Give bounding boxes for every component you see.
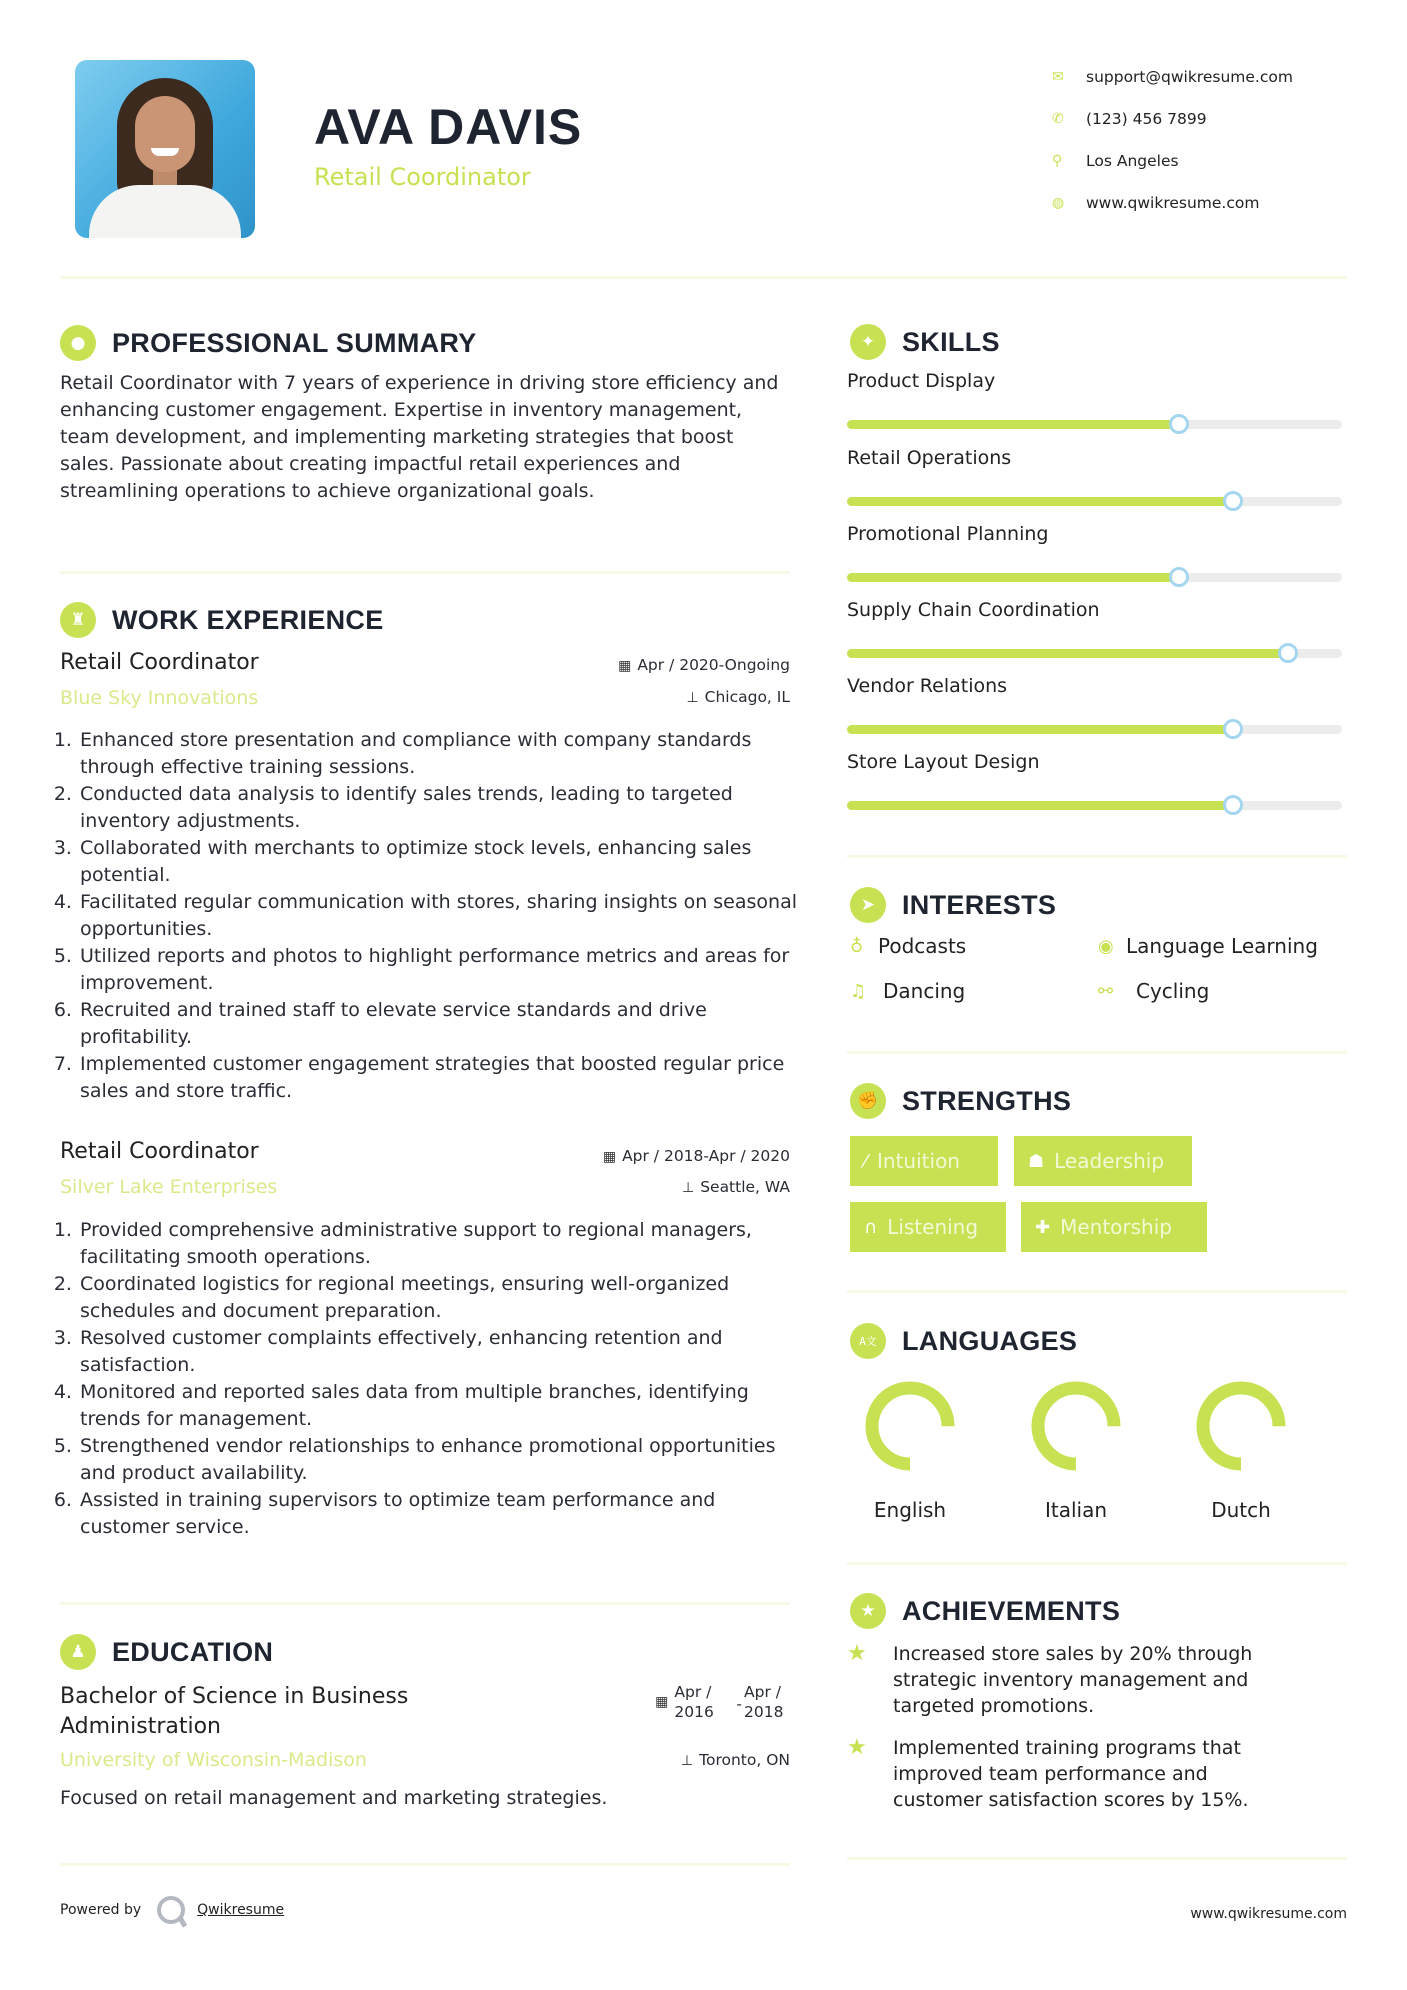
- job-title: Retail Coordinator: [60, 650, 259, 675]
- interest-item: ♫ Dancing: [850, 979, 966, 1003]
- shooting-star-icon: ★: [847, 1641, 867, 1666]
- achievements-heading: ★ ACHIEVEMENTS: [850, 1593, 1120, 1629]
- lightbulb-icon: ✦: [850, 324, 886, 360]
- bullet-item: 4. Facilitated regular communication with stores, sharing insights on seasonal opportunities.: [78, 889, 800, 943]
- skills-divider: [847, 855, 1347, 858]
- contact-email[interactable]: ✉ support@qwikresume.com: [1052, 68, 1293, 86]
- bullet-item: 6. Assisted in training supervisors to optimize team performance and customer service.: [78, 1487, 800, 1541]
- contact-phone[interactable]: ✆ (123) 456 7899: [1052, 110, 1207, 128]
- job-bullets: [60, 1217, 800, 1541]
- contact-website[interactable]: ◍ www.qwikresume.com: [1052, 194, 1260, 212]
- skill-item: Product Display: [847, 370, 1347, 429]
- skill-knob: [1169, 414, 1189, 434]
- office-chair-icon: ♜: [60, 602, 96, 638]
- education-divider: [60, 1863, 790, 1866]
- languages-divider: [847, 1562, 1347, 1565]
- fist-icon: ✊: [850, 1083, 886, 1119]
- pushpin-icon: ⊥: [680, 1753, 694, 1769]
- skill-bar: [847, 649, 1342, 658]
- contact-info: [1050, 56, 1293, 224]
- phone-icon: ✆: [1052, 111, 1064, 127]
- skill-knob: [1223, 795, 1243, 815]
- skills-heading: ✦ SKILLS: [850, 324, 1000, 360]
- company-name: Silver Lake Enterprises: [60, 1176, 278, 1198]
- skill-item: Vendor Relations: [847, 675, 1347, 734]
- language-progress-ring: [1028, 1378, 1124, 1474]
- language-progress-ring: [862, 1378, 958, 1474]
- bullet-item: 7. Implemented customer engagement strategies that boosted regular price sales and store traffic.: [78, 1051, 800, 1105]
- bullet-item: 2. Conducted data analysis to identify sales trends, leading to targeted inventory adjustments.: [78, 781, 800, 835]
- skill-knob: [1278, 643, 1298, 663]
- education-location: ⊥ Toronto, ON: [680, 1751, 790, 1769]
- achievements-divider: [847, 1857, 1347, 1860]
- magic-wand-icon: ⁄: [864, 1150, 868, 1172]
- strength-badge: ⁄ Intuition: [850, 1136, 998, 1186]
- interest-item: ♁ Podcasts: [850, 934, 967, 958]
- strength-badge: ∩ Listening: [850, 1202, 1006, 1252]
- shooting-star-icon: ★: [847, 1735, 867, 1760]
- education-heading: ♟ EDUCATION: [60, 1634, 273, 1670]
- degree-title: Bachelor of Science in Business Administration: [60, 1684, 409, 1739]
- headphones-icon: ∩: [864, 1216, 878, 1238]
- strength-badge: ✚ Mentorship: [1021, 1202, 1207, 1252]
- globe-icon: ◍: [1052, 195, 1065, 211]
- interest-item: ◉ Language Learning: [1098, 934, 1318, 958]
- school-name: University of Wisconsin-Madison: [60, 1749, 367, 1771]
- skill-item: Store Layout Design: [847, 751, 1347, 810]
- summary-heading: ● PROFESSIONAL SUMMARY: [60, 325, 477, 361]
- skill-bar: [847, 801, 1342, 810]
- language-item: Italian: [1016, 1378, 1136, 1522]
- job-location: ⊥ Chicago, IL: [686, 688, 790, 706]
- calendar-icon: ▦: [655, 1694, 669, 1710]
- education-description: Focused on retail management and marketing strategies.: [60, 1787, 608, 1809]
- bullet-item: 2. Coordinated logistics for regional meetings, ensuring well-organized schedules and document preparation.: [78, 1271, 800, 1325]
- star-badge-icon: ★: [850, 1593, 886, 1629]
- experience-heading: ♜ WORK EXPERIENCE: [60, 602, 384, 638]
- skill-bar: [847, 573, 1342, 582]
- interests-heading: ➤ INTERESTS: [850, 887, 1056, 923]
- bullet-item: 4. Monitored and reported sales data from multiple branches, identifying trends for management.: [78, 1379, 800, 1433]
- job-bullets: [60, 727, 800, 1105]
- skill-item: Supply Chain Coordination: [847, 599, 1347, 658]
- language-item: English: [850, 1378, 970, 1522]
- achievement-item: ★ Increased store sales by 20% through strategic inventory management and targeted promotions.: [847, 1641, 1253, 1717]
- footer-powered-by: Powered by Qwikresume: [60, 1896, 284, 1924]
- qwikresume-logo-icon: [157, 1896, 185, 1924]
- achievement-item: ★ Implemented training programs that improved team performance and customer satisfaction scores by 15%.: [847, 1735, 1249, 1811]
- paper-plane-icon: ➤: [850, 887, 886, 923]
- pushpin-icon: ⊥: [686, 690, 699, 706]
- music-note-icon: ♫: [850, 980, 867, 1002]
- graduate-icon: ♟: [60, 1634, 96, 1670]
- microphone-icon: ♁: [850, 935, 864, 957]
- bullet-item: 3. Resolved customer complaints effectively, enhancing retention and satisfaction.: [78, 1325, 800, 1379]
- skill-bar: [847, 420, 1342, 429]
- user-icon: ●: [60, 325, 96, 361]
- contact-location: ⚲ Los Angeles: [1052, 152, 1179, 170]
- job-title: Retail Coordinator: [60, 1139, 259, 1164]
- skill-item: Promotional Planning: [847, 523, 1347, 582]
- qwikresume-link[interactable]: Qwikresume: [197, 1902, 285, 1918]
- company-name: Blue Sky Innovations: [60, 687, 259, 709]
- bullet-item: 3. Collaborated with merchants to optimize stock levels, enhancing sales potential.: [78, 835, 800, 889]
- calendar-icon: ▦: [602, 1149, 617, 1165]
- strengths-heading: ✊ STRENGTHS: [850, 1083, 1071, 1119]
- language-item: Dutch: [1181, 1378, 1301, 1522]
- globe-icon: ◉: [1098, 935, 1114, 957]
- bullet-item: 5. Utilized reports and photos to highlight performance metrics and areas for improvement.: [78, 943, 800, 997]
- pushpin-icon: ⊥: [681, 1180, 695, 1196]
- header-divider: [60, 276, 1347, 279]
- strengths-divider: [847, 1290, 1347, 1293]
- skill-knob: [1223, 491, 1243, 511]
- map-pin-icon: ⚲: [1052, 153, 1063, 169]
- skill-bar: [847, 497, 1342, 506]
- strength-badge: ☗ Leadership: [1014, 1136, 1192, 1186]
- envelope-icon: ✉: [1052, 69, 1064, 85]
- users-icon: ☗: [1028, 1150, 1045, 1172]
- interest-item: ⚯ Cycling: [1098, 979, 1210, 1003]
- skill-bar: [847, 725, 1342, 734]
- bullet-item: 1. Enhanced store presentation and compliance with company standards through effective training sessions.: [78, 727, 800, 781]
- candidate-name: AVA DAVIS: [314, 99, 583, 155]
- user-plus-icon: ✚: [1035, 1216, 1051, 1238]
- summary-divider: [60, 571, 790, 574]
- candidate-title: Retail Coordinator: [314, 163, 531, 191]
- footer-website-link[interactable]: www.qwikresume.com: [1190, 1906, 1347, 1922]
- language-progress-ring: [1193, 1378, 1289, 1474]
- skill-knob: [1169, 567, 1189, 587]
- job-dates: ▦ Apr / 2018-Apr / 2020: [602, 1147, 790, 1165]
- bullet-item: 1. Provided comprehensive administrative support to regional managers, facilitating smooth operations.: [78, 1217, 800, 1271]
- job-location: ⊥ Seattle, WA: [681, 1178, 790, 1196]
- experience-divider: [60, 1602, 790, 1605]
- education-dates: ▦ Apr / 2016 - Apr / 2018: [655, 1683, 784, 1721]
- interests-divider: [847, 1051, 1347, 1054]
- summary-text: Retail Coordinator with 7 years of experience in driving store efficiency and enhancing customer engagement. Expertise in inventory management, team development, and implementing marketing strategies that boost sales. Passionate about creating impactful retail experiences and streamlining operations to achieve organizational goals.: [60, 372, 779, 502]
- skill-item: Retail Operations: [847, 447, 1347, 506]
- languages-heading: A文 LANGUAGES: [850, 1323, 1077, 1359]
- bullet-item: 5. Strengthened vendor relationships to enhance promotional opportunities and product availability.: [78, 1433, 800, 1487]
- bicycle-icon: ⚯: [1098, 980, 1114, 1002]
- language-icon: A文: [850, 1323, 886, 1359]
- bullet-item: 6. Recruited and trained staff to elevate service standards and drive profitability.: [78, 997, 800, 1051]
- skill-knob: [1223, 719, 1243, 739]
- profile-photo: [75, 60, 255, 238]
- job-dates: ▦ Apr / 2020-Ongoing: [618, 656, 790, 674]
- calendar-icon: ▦: [618, 658, 632, 674]
